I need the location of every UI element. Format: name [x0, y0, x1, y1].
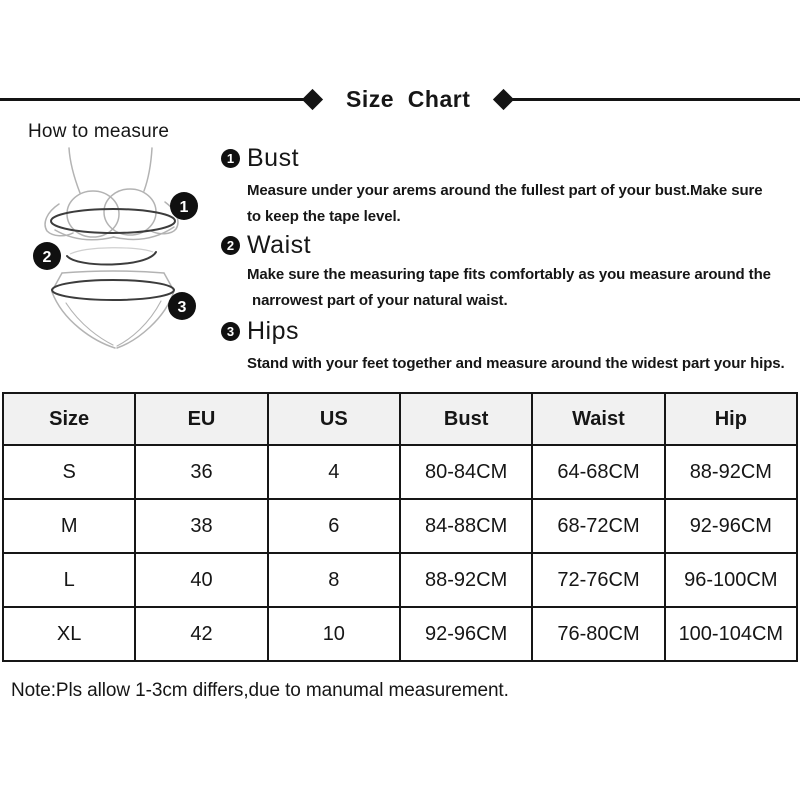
size-table — [2, 392, 798, 662]
table-row — [3, 445, 797, 499]
section-bust-header — [221, 144, 796, 173]
measure-point-3-badge — [168, 292, 196, 320]
section-hips — [221, 317, 796, 377]
table-cell: 84-88CM — [400, 499, 532, 553]
section-waist-description — [247, 262, 796, 314]
section-hips-title: Hips — [247, 317, 300, 345]
table-header-cell: US — [268, 393, 400, 445]
table-cell: 92-96CM — [665, 499, 797, 553]
section-bust — [221, 144, 796, 230]
table-cell: 8 — [268, 553, 400, 607]
table-cell: 36 — [135, 445, 267, 499]
svg-text:2: 2 — [42, 249, 52, 266]
table-cell: 100-104CM — [665, 607, 797, 661]
title-bar — [0, 86, 800, 112]
table-cell: L — [3, 553, 135, 607]
table-header-cell: EU — [135, 393, 267, 445]
table-cell: 38 — [135, 499, 267, 553]
table-row — [3, 607, 797, 661]
description-line: to keep the tape level. — [247, 208, 401, 225]
svg-text:1: 1 — [179, 199, 189, 216]
section-hips-header — [221, 317, 796, 346]
title-rule-left — [0, 98, 304, 101]
table-cell: 10 — [268, 607, 400, 661]
table-cell: 6 — [268, 499, 400, 553]
table-cell: 4 — [268, 445, 400, 499]
size-table-body — [3, 445, 797, 661]
description-line: Make sure the measuring tape fits comfortably as you measure around the — [247, 266, 771, 283]
section-bust-description — [247, 178, 796, 230]
how-to-measure-heading: How to measure — [28, 121, 170, 142]
table-cell: 92-96CM — [400, 607, 532, 661]
table-cell: 96-100CM — [665, 553, 797, 607]
measure-point-2-badge — [33, 242, 61, 270]
page-title: Size Chart — [346, 85, 471, 112]
description-line: Stand with your feet together and measure around the widest part your hips. — [247, 355, 785, 372]
table-cell: 80-84CM — [400, 445, 532, 499]
section-waist-title: Waist — [247, 231, 312, 259]
step-1-badge: 1 — [221, 149, 240, 168]
table-cell: 68-72CM — [532, 499, 664, 553]
bikini-top-drawing — [45, 148, 178, 240]
table-header-cell: Bust — [400, 393, 532, 445]
table-cell: 88-92CM — [665, 445, 797, 499]
table-cell: 64-68CM — [532, 445, 664, 499]
table-cell: M — [3, 499, 135, 553]
table-cell: 88-92CM — [400, 553, 532, 607]
table-cell: 72-76CM — [532, 553, 664, 607]
measurement-figure — [25, 140, 223, 358]
description-line: Measure under your arems around the fullest part of your bust.Make sure — [247, 182, 763, 199]
table-cell: 42 — [135, 607, 267, 661]
table-header-cell: Waist — [532, 393, 664, 445]
title-rule-right — [512, 98, 800, 101]
size-table-header-row — [3, 393, 797, 445]
section-waist — [221, 231, 796, 314]
table-row — [3, 499, 797, 553]
svg-text:3: 3 — [177, 299, 187, 316]
table-header-cell: Hip — [665, 393, 797, 445]
waist-line-top — [70, 248, 153, 254]
table-cell: 40 — [135, 553, 267, 607]
table-cell: XL — [3, 607, 135, 661]
measurement-note: Note:Pls allow 1-3cm differs,due to manumal measurement. — [11, 680, 509, 701]
step-3-badge: 3 — [221, 322, 240, 341]
description-line: narrowest part of your natural waist. — [252, 292, 508, 309]
table-cell: S — [3, 445, 135, 499]
diamond-icon — [302, 88, 323, 109]
step-2-badge: 2 — [221, 236, 240, 255]
table-header-cell: Size — [3, 393, 135, 445]
table-cell: 76-80CM — [532, 607, 664, 661]
diamond-icon — [493, 88, 514, 109]
section-hips-description — [247, 351, 796, 377]
section-bust-title: Bust — [247, 144, 300, 172]
measure-point-1-badge — [170, 192, 198, 220]
section-waist-header — [221, 231, 796, 260]
table-row — [3, 553, 797, 607]
